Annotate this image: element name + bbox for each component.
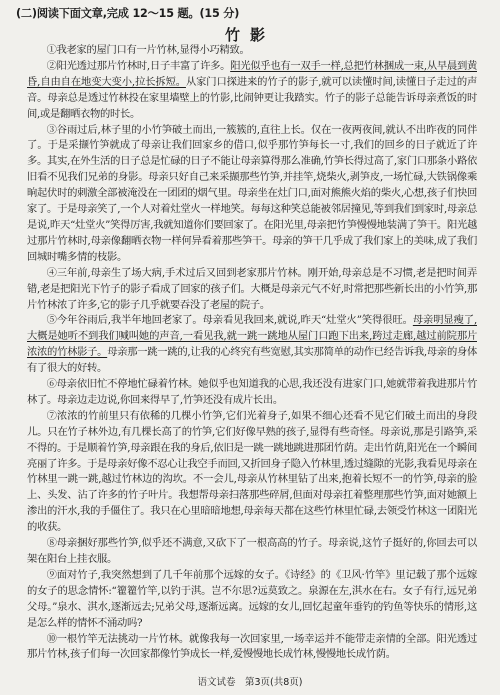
paragraph-6 bbox=[27, 377, 477, 409]
article-title: 竹影 bbox=[224, 26, 275, 44]
paragraph-3 bbox=[27, 123, 477, 266]
paragraph-text: ③谷雨过后,林子里的小竹笋破土而出,一簇簇的,直往上长。仅在一夜两夜间,就认不出昨夜的同伴了。于是采撷竹笋就成了母亲让我们回家乡的借口,似乎那竹笋每长一寸,我们的回乡的日子就近了许多。其实,在外生活的日子总是忙碌的日子不能让母亲算得那么准确,竹笋长得过高了,家门口那条小路依旧看不见我们兄弟的身影。母亲只好自己来采撷那些竹笋,并挂竿,烧柴火,剥笋皮,一场忙碌,大铁锅像乘晌起伏时的刺激全部被淹没在一团团的烟气里。母亲坐在灶门口,面对熊熊火焰的柴火,心想,孩子们快回家了。于是母亲笑了,一个人对着灶堂火一样地笑。每每这种笑总能被邻居撞见,等到我们到家时,母亲总是说,昨天“灶堂火”笑得厉害,我就知道你们要回家了。在阳光里,母亲把竹笋慢慢地装满了笋干。阳光越过那片竹林时,母亲像翻晒衣物一样何异看着那些笋干。母亲的笋干几乎成了我们家上的美味,成了我们回城时嘴多情的枝影。 bbox=[27, 123, 477, 263]
underlined-sentence: 阳光似乎也有一双手一样,总把竹林捆成一束,从早晨到黄昏,自由自在地变大变小,拉长拆短。 bbox=[27, 59, 477, 88]
section-header: (二)阅读下面文章,完成 12～15 题。(15 分) bbox=[16, 7, 240, 20]
paragraph-7 bbox=[27, 409, 477, 536]
paragraph-10 bbox=[27, 632, 477, 664]
paragraph-8 bbox=[27, 536, 477, 568]
paragraph-5 bbox=[27, 313, 477, 377]
underlined-sentence: 母亲明显瘦了,大概是她听不到我们喊叫她的声音,一看见我,就一跳一跳地从屋门口跑下出来,跨过走廊,越过前院那片浓浓的竹林影子。 bbox=[27, 314, 477, 359]
paragraph-1 bbox=[27, 43, 477, 59]
article-body bbox=[27, 43, 477, 663]
paragraph-text: ⑨面对竹子,我突然想到了几千年前那个远嫁的女子。《诗经》的《卫风·竹竿》里记载了那个远嫁的女子的思念情怀:“籊籊竹竿,以钓于淇。岂不尔思?远莫致之。泉源在左,淇水在右。女子有行,远兄弟父母。”泉水、淇水,逐渐远去;兄弟父母,逐渐远离。远嫁的女儿,回忆起童年垂钓的钓鱼等快乐的情形,这是怎么样的情怀不涌动吗? bbox=[27, 568, 477, 629]
paragraph-text: ⑦浓浓的竹前里只有依稀的几棵小竹笋,它们光着身子,如果不细心还看不见它们破土而出的身段儿。只在竹子林外边,有几棵长高了的竹笋,它们好像早熟的孩子,显得有些奇怪。母亲说,那是引路笋,采不得的。于是顺着竹笋,母亲跟在我的身后,依旧是一跳一跳地跳进那团竹荫。走出竹荫,阳光在一个瞬间亮丽了许多。于是母亲好像不忍心让我空手而回,又折回身子隐入竹林里,透过缝隙的光影,我看见母亲在竹林里一跳一跳,越过竹林边的沟坎。不一会儿,母亲从竹林里钻了出来,抱着长短不一的竹笋,母亲的脸上、头发、沾了许多的竹子叶片。我想帮母亲扫落那些碎屑,但面对母亲扛着整理那些竹笋,面对她额上渗出的汗水,我的手僵住了。我只在心里暗暗地想,母亲每天都在这些竹林里忙碌,去领受竹林这一团阳光的收获。 bbox=[27, 409, 477, 534]
paragraph-text: ④三年前,母亲生了场大病,手术过后又回到老家那片竹林。刚开始,母亲总是不习惯,老是把时间弄错,老是把阳光下竹子的影子看成了回家的孩子们。大概是母亲元气不好,时常把那些新长出的小竹笋,那片竹林浓了许多,它的影子几乎就要吞没了老屋的院子。 bbox=[27, 266, 477, 311]
paragraph-2 bbox=[27, 59, 477, 123]
paragraph-text: ①我老家的屋门口有一片竹林,显得小巧精致。 bbox=[46, 44, 250, 56]
paragraph-text: 从家门口探进来的竹子的影子,就可以读懂时间,读懂日子走过的声音。母亲总是透过竹林投在家里墙壁上的竹影,比闹钟更让我踏实。竹子的影子总能告诉母亲煮饭的时间,或是翻晒衣物的时长。 bbox=[27, 75, 478, 120]
paragraph-text: 母亲那一跳一跳的,让我的心终究有些宽慰,其实那简单的动作已经告诉我,母亲的身体有了很大的好转。 bbox=[27, 346, 477, 375]
paragraph-9 bbox=[27, 568, 477, 632]
paragraph-text: ⑧母亲捆好那些竹笋,似乎还不满意,又砍下了一根高高的竹子。母亲说,这竹子挺好的,你回去可以架在阳台上挂衣服。 bbox=[27, 537, 477, 565]
paragraph-text: ⑥母亲依旧忙不停地忙碌着竹林。她似乎也知道我的心思,我还没有进家门口,她就带着我进那片竹林了。母亲边走边说,你回来得早了,竹笋还没有成片长出。 bbox=[27, 378, 477, 406]
paragraph-4 bbox=[27, 266, 477, 314]
paragraph-text: ⑩一根竹竿无法挑动一片竹林。就像我每一次回家里,一场幸运并不能带走亲情的全部。阳光透过那片竹林,孩子们每一次回家都像竹笋成长一样,爱慢慢地长成竹林,慢慢地长成竹荫。 bbox=[27, 632, 477, 661]
paragraph-text: ⑤今年谷雨后,我半年地回老家了。母亲看见我回来,就说,昨天“灶堂火”笑得很旺。 bbox=[46, 314, 413, 327]
page-footer: 语文试卷 第3页(共8页) bbox=[197, 677, 303, 688]
paragraph-text: ②阳光透过那片竹林时,日子丰富了许多。 bbox=[46, 59, 231, 72]
